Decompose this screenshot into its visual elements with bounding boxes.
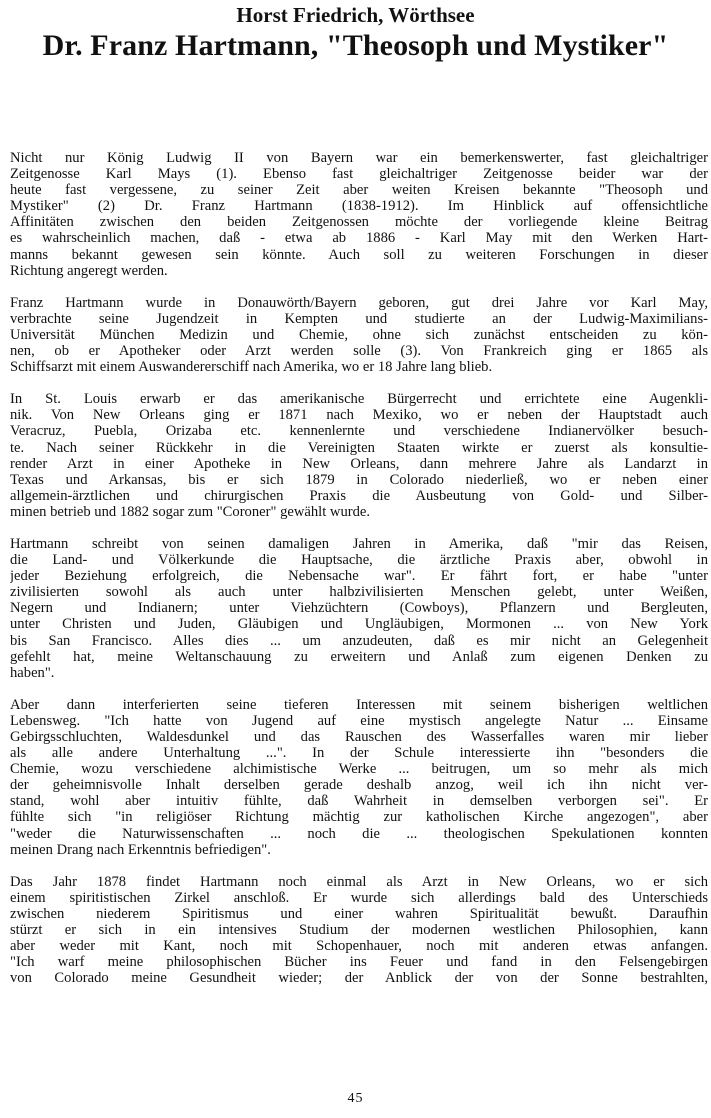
text-line: Mystiker" (2) Dr. Franz Hartmann (1838-1912). Im Hinblick auf offensichtliche xyxy=(10,198,708,215)
text-line: haben". xyxy=(10,664,55,681)
text-line: stürzt er sich in ein intensives Studium der modernen westlichen Philosophien, kann xyxy=(10,922,708,939)
text-line: te. Nach seiner Rückkehr in die Vereinigten Staaten wirkte er zuerst als konsultie- xyxy=(10,439,708,456)
text-line: Veracruz, Puebla, Orizaba etc. kennenlernte und verschiedene Indianervölker besuch- xyxy=(10,423,708,440)
text-line: Universität München Medizin und Chemie, ohne sich zunächst entscheiden zu kön- xyxy=(10,326,708,343)
text-line: zwischen niederem Spiritismus und einer wahren Spiritualität bewußt. Daraufhin xyxy=(10,905,708,922)
text-line: die Land- und Völkerkunde die Hauptsache, die ärztliche Praxis aber, obwohl in xyxy=(10,552,708,569)
text-line: manns bekannt gewesen sein könnte. Auch soll zu weiteren Forschungen in dieser xyxy=(10,246,708,263)
text-line: Lebensweg. "Ich hatte von Jugend auf eine mystisch angelegte Natur ... Einsame xyxy=(10,712,708,729)
text-line: als alle andere Unterhaltung ...". In der Schule interessierte ihn "besonders die xyxy=(10,745,708,762)
article-title: Dr. Franz Hartmann, "Theosoph und Mystiker" xyxy=(42,29,669,62)
text-line: Negern und Indianern; unter Viehzüchtern (Cowboys), Pflanzern und Bergleuten, xyxy=(10,600,708,617)
page-number: 45 xyxy=(347,1091,364,1106)
text-line: es wahrscheinlich machen, daß - etwa ab 1886 - Karl May mit den Werken Hart- xyxy=(10,230,708,247)
text-line: der geheimnisvolle Inhalt derselben gerade deshalb anzog, weil ich ihn nicht ver- xyxy=(10,777,708,794)
text-line: Hartmann schreibt von seinen damaligen Jahren in Amerika, daß "mir das Reisen, xyxy=(10,535,708,552)
text-line: nik. Von New Orleans ging er 1871 nach Mexiko, wo er neben der Hauptstadt auch xyxy=(10,407,708,424)
text-line: minen betrieb und 1882 sogar zum "Coroner" gewählt wurde. xyxy=(10,503,371,520)
text-line: "weder die Naturwissenschaften ... noch die ... theologischen Spekulationen konnten xyxy=(10,825,708,842)
text-line: jeder Beziehung erfolgreich, die Nebensache war". Er fährt fort, er habe "unter xyxy=(10,568,708,585)
paragraph-6 xyxy=(10,874,708,987)
text-line: Franz Hartmann wurde in Donauwörth/Bayern geboren, gut drei Jahre vor Karl May, xyxy=(10,294,708,311)
text-line: Affinitäten zwischen den beiden Zeitgenossen möchte der vorliegende kleine Beitrag xyxy=(10,214,708,231)
text-line: heute fast vergessene, zu seiner Zeit aber weiten Kreisen bekannte "Theosoph und xyxy=(10,182,708,199)
text-line: Texas und Arkansas, bis er sich 1879 in Colorado niederließ, wo er neben einer xyxy=(10,471,708,488)
text-line: einem spiritistischen Zirkel anschloß. Er wurde sich allerdings bald des Unterschieds xyxy=(10,889,708,906)
text-line: unter Christen und Juden, Gläubigen und Ungläubigen, Mormonen ... von New York xyxy=(10,616,708,633)
article-body xyxy=(10,150,708,1002)
author-line: Horst Friedrich, Wörthsee xyxy=(236,3,475,27)
text-line: fühlte sich "in religiöser Richtung mächtig zur katholischen Kirche angezogen", aber xyxy=(10,809,708,826)
text-line: Schiffsarzt mit einem Auswandererschiff nach Amerika, wo er 18 Jahre lang blieb. xyxy=(10,359,493,376)
text-line: zivilisierten sowohl als auch unter halbzivilisierten Menschen gelebt, unter Weißen, xyxy=(10,584,708,601)
text-line: meinen Drang nach Erkenntnis befriedigen". xyxy=(10,841,271,858)
text-line: nen, ob er Apotheker oder Arzt werden solle (3). Von Frankreich ging er 1865 als xyxy=(10,343,708,360)
text-line: von Colorado meine Gesundheit wieder; der Anblick der von der Sonne bestrahlten, xyxy=(10,970,708,987)
text-line: Aber dann interferierten seine tieferen Interessen mit seinem bisherigen weltlichen xyxy=(10,696,708,713)
paragraph-4 xyxy=(10,536,708,681)
paragraph-1 xyxy=(10,150,708,279)
text-line: allgemein-ärztlichen und chirurgischen Praxis die Ausbeutung von Gold- und Silber- xyxy=(10,487,708,504)
paragraph-5 xyxy=(10,697,708,858)
text-line: gefehlt hat, meine Weltanschauung zu erweitern und Anlaß zum eigenen Denken zu xyxy=(10,648,708,665)
text-line: Richtung angeregt werden. xyxy=(10,262,168,279)
text-line: verbrachte seine Jugendzeit in Kempten und studierte an der Ludwig-Maximilians- xyxy=(10,310,708,327)
text-line: render Arzt in einer Apotheke in New Orleans, dann mehrere Jahre als Landarzt in xyxy=(10,455,708,472)
text-line: Gebirgsschluchten, Waldesdunkel und das Rauschen des Wasserfalles waren mir lieber xyxy=(10,729,708,745)
paragraph-3 xyxy=(10,391,708,520)
paragraph-2 xyxy=(10,295,708,375)
text-line: bis San Francisco. Alles dies ... um anzudeuten, daß es mir nicht an Gelegenheit xyxy=(10,632,708,649)
text-line: Nicht nur König Ludwig II von Bayern war ein bemerkenswerter, fast gleichaltriger xyxy=(10,150,708,166)
text-line: In St. Louis erwarb er das amerikanische Bürgerrecht und errichtete eine Augenkli- xyxy=(10,391,708,408)
text-line: Das Jahr 1878 findet Hartmann noch einmal als Arzt in New Orleans, wo er sich xyxy=(10,873,708,890)
text-line: "Ich warf meine philosophischen Bücher ins Feuer und fand in den Felsengebirgen xyxy=(10,954,708,971)
text-line: stand, wohl aber intuitiv fühlte, daß Wahrheit in demselben verborgen sei". Er xyxy=(10,793,708,810)
text-line: Zeitgenosse Karl Mays (1). Ebenso fast gleichaltriger Zeitgenosse beider war der xyxy=(10,166,708,183)
text-line: Chemie, wozu verschiedene alchimistische Werke ... beitrugen, um so mehr als mich xyxy=(10,761,708,778)
text-line: aber weder mit Kant, noch mit Schopenhauer, noch mit anderen etwas anfangen. xyxy=(10,938,708,955)
